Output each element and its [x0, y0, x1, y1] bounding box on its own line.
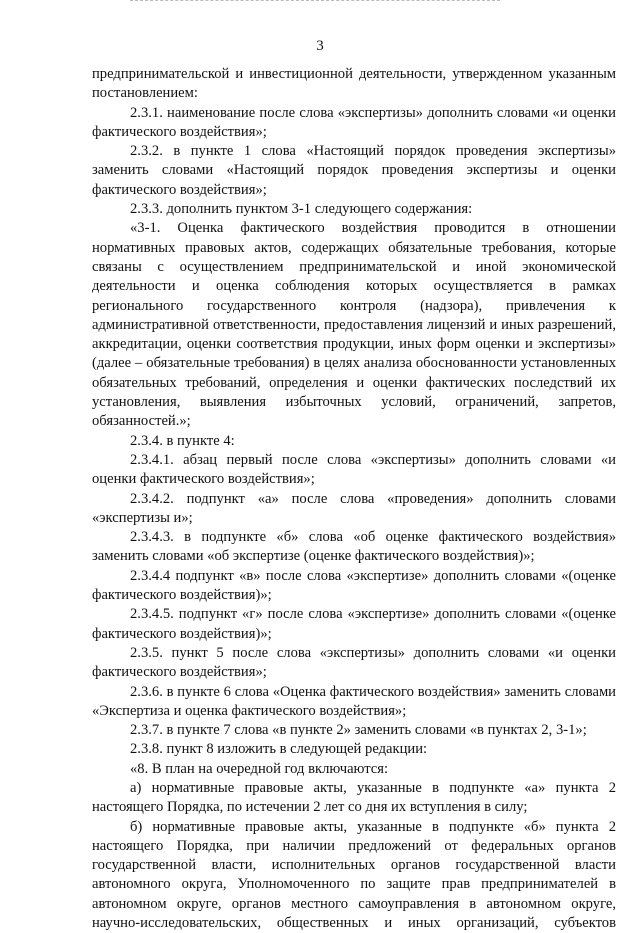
paragraph-2-3-5: 2.3.5. пункт 5 после слова «экспертизы» дополнить словами «и оценки фактического воздействия»;	[92, 644, 616, 681]
paragraph-item-a: а) нормативные правовые акты, указанные в подпункте «а» пункта 2 настоящего Порядка, по истечении 2 лет со дня их вступления в силу;	[92, 779, 616, 816]
paragraph-2-3-3: 2.3.3. дополнить пунктом 3-1 следующего содержания:	[130, 201, 473, 218]
scan-edge-artifact	[130, 0, 500, 4]
paragraph-2-3-2: 2.3.2. в пункте 1 слова «Настоящий порядок проведения экспертизы» заменить словами «Настоящий порядок проведения экспертизы и оценки фактического воздействия»;	[92, 143, 616, 198]
paragraph-item-b: б) нормативные правовые акты, указанные в подпункте «б» пункта 2 настоящего Порядка, при наличии предложений от федеральных органов государственной власти, исполнительных органов государственной власти автономного округа, Уполномоченного по защите прав предпринимателей в автономном округе, органов местного самоуправления в автономном округе, научно-исследовательских, общественных и иных организаций, субъектов	[92, 818, 616, 932]
paragraph-2-3-6: 2.3.6. в пункте 6 слова «Оценка фактического воздействия» заменить словами «Экспертиза и оценка фактического воздействия»;	[92, 683, 616, 719]
paragraph-2-3-4-5: 2.3.4.5. подпункт «г» после слова «экспертизе» дополнить словами «(оценке фактического воздействия)»;	[92, 606, 616, 642]
paragraph-2-3-4-3: 2.3.4.3. в подпункте «б» слова «об оценке фактического воздействия» заменить словами «об экспертизе (оценке фактического воздействия)»;	[92, 529, 616, 565]
paragraph-continuation: предпринимательской и инвестиционной деятельности, утвержденном указанным постановлением:	[92, 66, 616, 102]
paragraph-2-3-4-1: 2.3.4.1. абзац первый после слова «экспертизы» дополнить словами «и оценки фактического воздействия»;	[92, 451, 616, 488]
paragraph-quote-8: «8. В план на очередной год включаются:	[130, 760, 389, 777]
document-body	[92, 65, 616, 933]
paragraph-2-3-4-4: 2.3.4.4 подпункт «в» после слова «экспертизе» дополнить словами «(оценке фактического воздействия)»;	[92, 567, 616, 604]
paragraph-quote-3-1: «3-1. Оценка фактического воздействия проводится в отношении нормативных правовых актов, содержащих обязательные требования, которые связаны с осуществлением предпринимательской и иной экономической деятельности и оценка соблюдения которых осуществляется в рамках регионального государственного контроля (надзора), привлечения к административной ответственности, предоставления лицензий и иных разрешений, аккредитации, оценки соответствия продукции, иных форм оценки и экспертизы» (далее – обязательные требования) в целях анализа обоснованности установленных обязательных требований, определения и оценки фактических последствий их установления, выявления избыточных условий, ограничений, запретов, обязанностей.»;	[92, 220, 616, 430]
paragraph-2-3-8: 2.3.8. пункт 8 изложить в следующей редакции:	[130, 741, 428, 758]
paragraph-2-3-7: 2.3.7. в пункте 7 слова «в пункте 2» заменить словами «в пунктах 2, 3-1»;	[130, 722, 587, 739]
paragraph-2-3-4-2: 2.3.4.2. подпункт «а» после слова «проведения» дополнить словами «экспертизы и»;	[92, 490, 616, 526]
page-number: 3	[316, 38, 324, 54]
paragraph-2-3-1: 2.3.1. наименование после слова «экспертизы» дополнить словами «и оценки фактического воздействия»;	[92, 104, 616, 140]
paragraph-2-3-4: 2.3.4. в пункте 4:	[130, 432, 235, 449]
